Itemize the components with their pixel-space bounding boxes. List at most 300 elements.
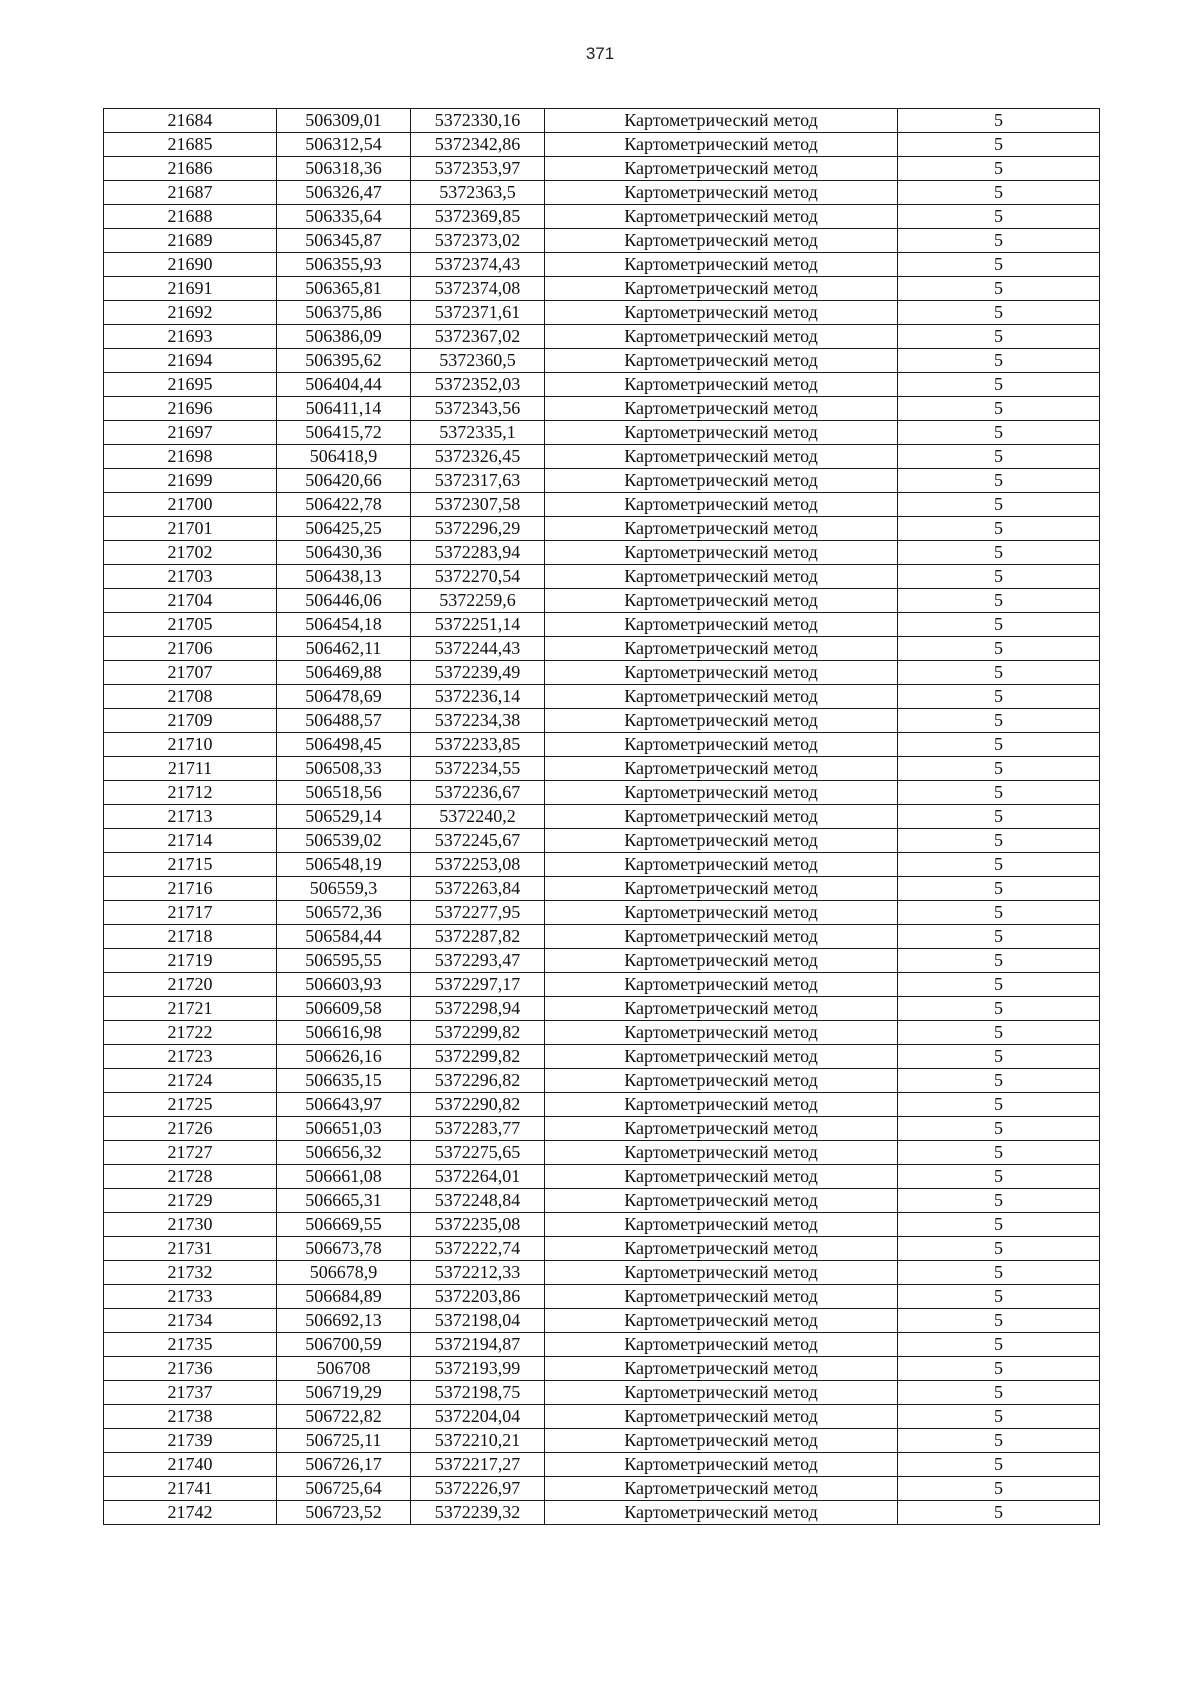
table-row: [104, 469, 1100, 493]
table-row: [104, 109, 1100, 133]
table-row: [104, 301, 1100, 325]
x-coordinate-cell: 506355,93: [277, 253, 411, 277]
point-number-cell: 21690: [104, 253, 277, 277]
x-coordinate-cell: 506335,64: [277, 205, 411, 229]
y-coordinate-cell: 5372212,33: [411, 1261, 545, 1285]
accuracy-cell: 5: [898, 1429, 1100, 1453]
y-coordinate-cell: 5372296,29: [411, 517, 545, 541]
accuracy-cell: 5: [898, 1213, 1100, 1237]
method-cell: Картометрический метод: [545, 277, 898, 301]
accuracy-cell: 5: [898, 589, 1100, 613]
y-coordinate-cell: 5372264,01: [411, 1165, 545, 1189]
point-number-cell: 21730: [104, 1213, 277, 1237]
y-coordinate-cell: 5372203,86: [411, 1285, 545, 1309]
table-row: [104, 949, 1100, 973]
accuracy-cell: 5: [898, 421, 1100, 445]
method-cell: Картометрический метод: [545, 901, 898, 925]
point-number-cell: 21724: [104, 1069, 277, 1093]
point-number-cell: 21706: [104, 637, 277, 661]
y-coordinate-cell: 5372235,08: [411, 1213, 545, 1237]
y-coordinate-cell: 5372222,74: [411, 1237, 545, 1261]
table-row: [104, 1069, 1100, 1093]
point-number-cell: 21707: [104, 661, 277, 685]
point-number-cell: 21710: [104, 733, 277, 757]
table-row: [104, 1405, 1100, 1429]
point-number-cell: 21694: [104, 349, 277, 373]
y-coordinate-cell: 5372217,27: [411, 1453, 545, 1477]
method-cell: Картометрический метод: [545, 421, 898, 445]
table-row: [104, 205, 1100, 229]
table-row: [104, 517, 1100, 541]
method-cell: Картометрический метод: [545, 877, 898, 901]
y-coordinate-cell: 5372240,2: [411, 805, 545, 829]
x-coordinate-cell: 506469,88: [277, 661, 411, 685]
point-number-cell: 21721: [104, 997, 277, 1021]
method-cell: Картометрический метод: [545, 973, 898, 997]
table-row: [104, 349, 1100, 373]
accuracy-cell: 5: [898, 661, 1100, 685]
table-row: [104, 1189, 1100, 1213]
method-cell: Картометрический метод: [545, 613, 898, 637]
x-coordinate-cell: 506603,93: [277, 973, 411, 997]
accuracy-cell: 5: [898, 925, 1100, 949]
y-coordinate-cell: 5372374,43: [411, 253, 545, 277]
method-cell: Картометрический метод: [545, 757, 898, 781]
point-number-cell: 21725: [104, 1093, 277, 1117]
x-coordinate-cell: 506708: [277, 1357, 411, 1381]
table-row: [104, 445, 1100, 469]
x-coordinate-cell: 506415,72: [277, 421, 411, 445]
y-coordinate-cell: 5372298,94: [411, 997, 545, 1021]
x-coordinate-cell: 506375,86: [277, 301, 411, 325]
x-coordinate-cell: 506584,44: [277, 925, 411, 949]
table-row: [104, 1165, 1100, 1189]
y-coordinate-cell: 5372193,99: [411, 1357, 545, 1381]
table-row: [104, 325, 1100, 349]
y-coordinate-cell: 5372245,67: [411, 829, 545, 853]
method-cell: Картометрический метод: [545, 373, 898, 397]
x-coordinate-cell: 506722,82: [277, 1405, 411, 1429]
method-cell: Картометрический метод: [545, 589, 898, 613]
point-number-cell: 21715: [104, 853, 277, 877]
point-number-cell: 21716: [104, 877, 277, 901]
method-cell: Картометрический метод: [545, 709, 898, 733]
y-coordinate-cell: 5372360,5: [411, 349, 545, 373]
accuracy-cell: 5: [898, 1141, 1100, 1165]
x-coordinate-cell: 506719,29: [277, 1381, 411, 1405]
x-coordinate-cell: 506422,78: [277, 493, 411, 517]
table-row: [104, 1285, 1100, 1309]
x-coordinate-cell: 506498,45: [277, 733, 411, 757]
method-cell: Картометрический метод: [545, 325, 898, 349]
point-number-cell: 21718: [104, 925, 277, 949]
accuracy-cell: 5: [898, 973, 1100, 997]
x-coordinate-cell: 506420,66: [277, 469, 411, 493]
accuracy-cell: 5: [898, 1093, 1100, 1117]
table-row: [104, 757, 1100, 781]
x-coordinate-cell: 506651,03: [277, 1117, 411, 1141]
accuracy-cell: 5: [898, 1189, 1100, 1213]
x-coordinate-cell: 506312,54: [277, 133, 411, 157]
page-number: 371: [585, 44, 615, 63]
y-coordinate-cell: 5372307,58: [411, 493, 545, 517]
y-coordinate-cell: 5372251,14: [411, 613, 545, 637]
y-coordinate-cell: 5372253,08: [411, 853, 545, 877]
x-coordinate-cell: 506726,17: [277, 1453, 411, 1477]
table-row: [104, 181, 1100, 205]
table-row: [104, 1237, 1100, 1261]
accuracy-cell: 5: [898, 1357, 1100, 1381]
y-coordinate-cell: 5372299,82: [411, 1045, 545, 1069]
method-cell: Картометрический метод: [545, 1285, 898, 1309]
accuracy-cell: 5: [898, 1117, 1100, 1141]
table-row: [104, 877, 1100, 901]
point-number-cell: 21691: [104, 277, 277, 301]
table-row: [104, 1477, 1100, 1501]
method-cell: Картометрический метод: [545, 949, 898, 973]
table-row: [104, 1429, 1100, 1453]
method-cell: Картометрический метод: [545, 733, 898, 757]
x-coordinate-cell: 506700,59: [277, 1333, 411, 1357]
accuracy-cell: 5: [898, 613, 1100, 637]
x-coordinate-cell: 506478,69: [277, 685, 411, 709]
method-cell: Картометрический метод: [545, 1381, 898, 1405]
point-number-cell: 21733: [104, 1285, 277, 1309]
y-coordinate-cell: 5372277,95: [411, 901, 545, 925]
x-coordinate-cell: 506723,52: [277, 1501, 411, 1525]
accuracy-cell: 5: [898, 445, 1100, 469]
table-row: [104, 1117, 1100, 1141]
x-coordinate-cell: 506595,55: [277, 949, 411, 973]
x-coordinate-cell: 506318,36: [277, 157, 411, 181]
table-row: [104, 1045, 1100, 1069]
accuracy-cell: 5: [898, 517, 1100, 541]
method-cell: Картометрический метод: [545, 805, 898, 829]
y-coordinate-cell: 5372363,5: [411, 181, 545, 205]
x-coordinate-cell: 506626,16: [277, 1045, 411, 1069]
point-number-cell: 21726: [104, 1117, 277, 1141]
y-coordinate-cell: 5372342,86: [411, 133, 545, 157]
table-row: [104, 1213, 1100, 1237]
method-cell: Картометрический метод: [545, 1021, 898, 1045]
y-coordinate-cell: 5372270,54: [411, 565, 545, 589]
y-coordinate-cell: 5372367,02: [411, 325, 545, 349]
x-coordinate-cell: 506678,9: [277, 1261, 411, 1285]
accuracy-cell: 5: [898, 493, 1100, 517]
y-coordinate-cell: 5372226,97: [411, 1477, 545, 1501]
table-row: [104, 373, 1100, 397]
accuracy-cell: 5: [898, 469, 1100, 493]
point-number-cell: 21701: [104, 517, 277, 541]
method-cell: Картометрический метод: [545, 637, 898, 661]
x-coordinate-cell: 506572,36: [277, 901, 411, 925]
method-cell: Картометрический метод: [545, 925, 898, 949]
y-coordinate-cell: 5372373,02: [411, 229, 545, 253]
point-number-cell: 21685: [104, 133, 277, 157]
point-number-cell: 21709: [104, 709, 277, 733]
method-cell: Картометрический метод: [545, 565, 898, 589]
accuracy-cell: 5: [898, 1285, 1100, 1309]
y-coordinate-cell: 5372248,84: [411, 1189, 545, 1213]
table-row: [104, 1309, 1100, 1333]
x-coordinate-cell: 506609,58: [277, 997, 411, 1021]
method-cell: Картометрический метод: [545, 157, 898, 181]
method-cell: Картометрический метод: [545, 997, 898, 1021]
accuracy-cell: 5: [898, 1165, 1100, 1189]
x-coordinate-cell: 506508,33: [277, 757, 411, 781]
accuracy-cell: 5: [898, 1501, 1100, 1525]
y-coordinate-cell: 5372239,49: [411, 661, 545, 685]
y-coordinate-cell: 5372374,08: [411, 277, 545, 301]
point-number-cell: 21736: [104, 1357, 277, 1381]
point-number-cell: 21687: [104, 181, 277, 205]
method-cell: Картометрический метод: [545, 1477, 898, 1501]
method-cell: Картометрический метод: [545, 1093, 898, 1117]
point-number-cell: 21713: [104, 805, 277, 829]
accuracy-cell: 5: [898, 997, 1100, 1021]
point-number-cell: 21705: [104, 613, 277, 637]
x-coordinate-cell: 506725,11: [277, 1429, 411, 1453]
accuracy-cell: 5: [898, 397, 1100, 421]
accuracy-cell: 5: [898, 829, 1100, 853]
y-coordinate-cell: 5372371,61: [411, 301, 545, 325]
method-cell: Картометрический метод: [545, 541, 898, 565]
y-coordinate-cell: 5372233,85: [411, 733, 545, 757]
point-number-cell: 21684: [104, 109, 277, 133]
method-cell: Картометрический метод: [545, 1261, 898, 1285]
accuracy-cell: 5: [898, 1069, 1100, 1093]
accuracy-cell: 5: [898, 1045, 1100, 1069]
x-coordinate-cell: 506548,19: [277, 853, 411, 877]
table-row: [104, 277, 1100, 301]
table-row: [104, 253, 1100, 277]
table-row: [104, 685, 1100, 709]
y-coordinate-cell: 5372293,47: [411, 949, 545, 973]
accuracy-cell: 5: [898, 109, 1100, 133]
y-coordinate-cell: 5372330,16: [411, 109, 545, 133]
y-coordinate-cell: 5372353,97: [411, 157, 545, 181]
accuracy-cell: 5: [898, 1477, 1100, 1501]
point-number-cell: 21727: [104, 1141, 277, 1165]
method-cell: Картометрический метод: [545, 1117, 898, 1141]
method-cell: Картометрический метод: [545, 829, 898, 853]
point-number-cell: 21698: [104, 445, 277, 469]
method-cell: Картометрический метод: [545, 109, 898, 133]
accuracy-cell: 5: [898, 541, 1100, 565]
point-number-cell: 21712: [104, 781, 277, 805]
table-row: [104, 1261, 1100, 1285]
point-number-cell: 21699: [104, 469, 277, 493]
x-coordinate-cell: 506692,13: [277, 1309, 411, 1333]
y-coordinate-cell: 5372194,87: [411, 1333, 545, 1357]
method-cell: Картометрический метод: [545, 517, 898, 541]
method-cell: Картометрический метод: [545, 1357, 898, 1381]
x-coordinate-cell: 506529,14: [277, 805, 411, 829]
point-number-cell: 21731: [104, 1237, 277, 1261]
y-coordinate-cell: 5372287,82: [411, 925, 545, 949]
point-number-cell: 21720: [104, 973, 277, 997]
accuracy-cell: 5: [898, 805, 1100, 829]
method-cell: Картометрический метод: [545, 1333, 898, 1357]
x-coordinate-cell: 506559,3: [277, 877, 411, 901]
accuracy-cell: 5: [898, 325, 1100, 349]
x-coordinate-cell: 506635,15: [277, 1069, 411, 1093]
accuracy-cell: 5: [898, 277, 1100, 301]
y-coordinate-cell: 5372239,32: [411, 1501, 545, 1525]
point-number-cell: 21737: [104, 1381, 277, 1405]
table-row: [104, 1501, 1100, 1525]
method-cell: Картометрический метод: [545, 685, 898, 709]
x-coordinate-cell: 506684,89: [277, 1285, 411, 1309]
point-number-cell: 21704: [104, 589, 277, 613]
accuracy-cell: 5: [898, 1237, 1100, 1261]
point-number-cell: 21728: [104, 1165, 277, 1189]
method-cell: Картометрический метод: [545, 133, 898, 157]
table-row: [104, 925, 1100, 949]
accuracy-cell: 5: [898, 133, 1100, 157]
method-cell: Картометрический метод: [545, 469, 898, 493]
x-coordinate-cell: 506643,97: [277, 1093, 411, 1117]
accuracy-cell: 5: [898, 685, 1100, 709]
table-row: [104, 229, 1100, 253]
x-coordinate-cell: 506425,25: [277, 517, 411, 541]
coordinates-table: [103, 108, 1100, 1525]
x-coordinate-cell: 506616,98: [277, 1021, 411, 1045]
accuracy-cell: 5: [898, 565, 1100, 589]
x-coordinate-cell: 506661,08: [277, 1165, 411, 1189]
point-number-cell: 21708: [104, 685, 277, 709]
point-number-cell: 21711: [104, 757, 277, 781]
point-number-cell: 21729: [104, 1189, 277, 1213]
point-number-cell: 21689: [104, 229, 277, 253]
x-coordinate-cell: 506665,31: [277, 1189, 411, 1213]
table-row: [104, 493, 1100, 517]
method-cell: Картометрический метод: [545, 349, 898, 373]
accuracy-cell: 5: [898, 1261, 1100, 1285]
accuracy-cell: 5: [898, 229, 1100, 253]
point-number-cell: 21697: [104, 421, 277, 445]
y-coordinate-cell: 5372263,84: [411, 877, 545, 901]
table-row: [104, 1141, 1100, 1165]
method-cell: Картометрический метод: [545, 1213, 898, 1237]
point-number-cell: 21703: [104, 565, 277, 589]
y-coordinate-cell: 5372317,63: [411, 469, 545, 493]
accuracy-cell: 5: [898, 757, 1100, 781]
x-coordinate-cell: 506326,47: [277, 181, 411, 205]
accuracy-cell: 5: [898, 781, 1100, 805]
point-number-cell: 21739: [104, 1429, 277, 1453]
table-row: [104, 733, 1100, 757]
accuracy-cell: 5: [898, 349, 1100, 373]
point-number-cell: 21692: [104, 301, 277, 325]
accuracy-cell: 5: [898, 853, 1100, 877]
x-coordinate-cell: 506365,81: [277, 277, 411, 301]
x-coordinate-cell: 506488,57: [277, 709, 411, 733]
y-coordinate-cell: 5372297,17: [411, 973, 545, 997]
table-row: [104, 1021, 1100, 1045]
point-number-cell: 21686: [104, 157, 277, 181]
accuracy-cell: 5: [898, 301, 1100, 325]
method-cell: Картометрический метод: [545, 1165, 898, 1189]
point-number-cell: 21719: [104, 949, 277, 973]
accuracy-cell: 5: [898, 205, 1100, 229]
table-row: [104, 1453, 1100, 1477]
method-cell: Картометрический метод: [545, 853, 898, 877]
point-number-cell: 21722: [104, 1021, 277, 1045]
y-coordinate-cell: 5372234,38: [411, 709, 545, 733]
method-cell: Картометрический метод: [545, 661, 898, 685]
table-row: [104, 709, 1100, 733]
point-number-cell: 21732: [104, 1261, 277, 1285]
table-row: [104, 421, 1100, 445]
table-row: [104, 661, 1100, 685]
y-coordinate-cell: 5372244,43: [411, 637, 545, 661]
x-coordinate-cell: 506418,9: [277, 445, 411, 469]
table-row: [104, 613, 1100, 637]
x-coordinate-cell: 506309,01: [277, 109, 411, 133]
method-cell: Картометрический метод: [545, 1141, 898, 1165]
y-coordinate-cell: 5372290,82: [411, 1093, 545, 1117]
accuracy-cell: 5: [898, 733, 1100, 757]
table-row: [104, 541, 1100, 565]
method-cell: Картометрический метод: [545, 253, 898, 277]
accuracy-cell: 5: [898, 1405, 1100, 1429]
accuracy-cell: 5: [898, 1309, 1100, 1333]
accuracy-cell: 5: [898, 877, 1100, 901]
point-number-cell: 21693: [104, 325, 277, 349]
method-cell: Картометрический метод: [545, 1069, 898, 1093]
x-coordinate-cell: 506462,11: [277, 637, 411, 661]
x-coordinate-cell: 506669,55: [277, 1213, 411, 1237]
y-coordinate-cell: 5372326,45: [411, 445, 545, 469]
point-number-cell: 21738: [104, 1405, 277, 1429]
point-number-cell: 21740: [104, 1453, 277, 1477]
y-coordinate-cell: 5372275,65: [411, 1141, 545, 1165]
x-coordinate-cell: 506518,56: [277, 781, 411, 805]
x-coordinate-cell: 506539,02: [277, 829, 411, 853]
table-row: [104, 853, 1100, 877]
method-cell: Картометрический метод: [545, 1309, 898, 1333]
method-cell: Картометрический метод: [545, 445, 898, 469]
x-coordinate-cell: 506725,64: [277, 1477, 411, 1501]
method-cell: Картометрический метод: [545, 1453, 898, 1477]
table-row: [104, 901, 1100, 925]
x-coordinate-cell: 506673,78: [277, 1237, 411, 1261]
x-coordinate-cell: 506454,18: [277, 613, 411, 637]
accuracy-cell: 5: [898, 709, 1100, 733]
point-number-cell: 21688: [104, 205, 277, 229]
method-cell: Картометрический метод: [545, 1189, 898, 1213]
x-coordinate-cell: 506404,44: [277, 373, 411, 397]
point-number-cell: 21695: [104, 373, 277, 397]
point-number-cell: 21700: [104, 493, 277, 517]
y-coordinate-cell: 5372204,04: [411, 1405, 545, 1429]
x-coordinate-cell: 506438,13: [277, 565, 411, 589]
method-cell: Картометрический метод: [545, 1045, 898, 1069]
table-row: [104, 637, 1100, 661]
coordinates-table-body: [104, 109, 1100, 1525]
point-number-cell: 21714: [104, 829, 277, 853]
accuracy-cell: 5: [898, 181, 1100, 205]
y-coordinate-cell: 5372343,56: [411, 397, 545, 421]
method-cell: Картометрический метод: [545, 1237, 898, 1261]
y-coordinate-cell: 5372198,75: [411, 1381, 545, 1405]
method-cell: Картометрический метод: [545, 1501, 898, 1525]
point-number-cell: 21735: [104, 1333, 277, 1357]
y-coordinate-cell: 5372296,82: [411, 1069, 545, 1093]
table-row: [104, 973, 1100, 997]
table-row: [104, 397, 1100, 421]
